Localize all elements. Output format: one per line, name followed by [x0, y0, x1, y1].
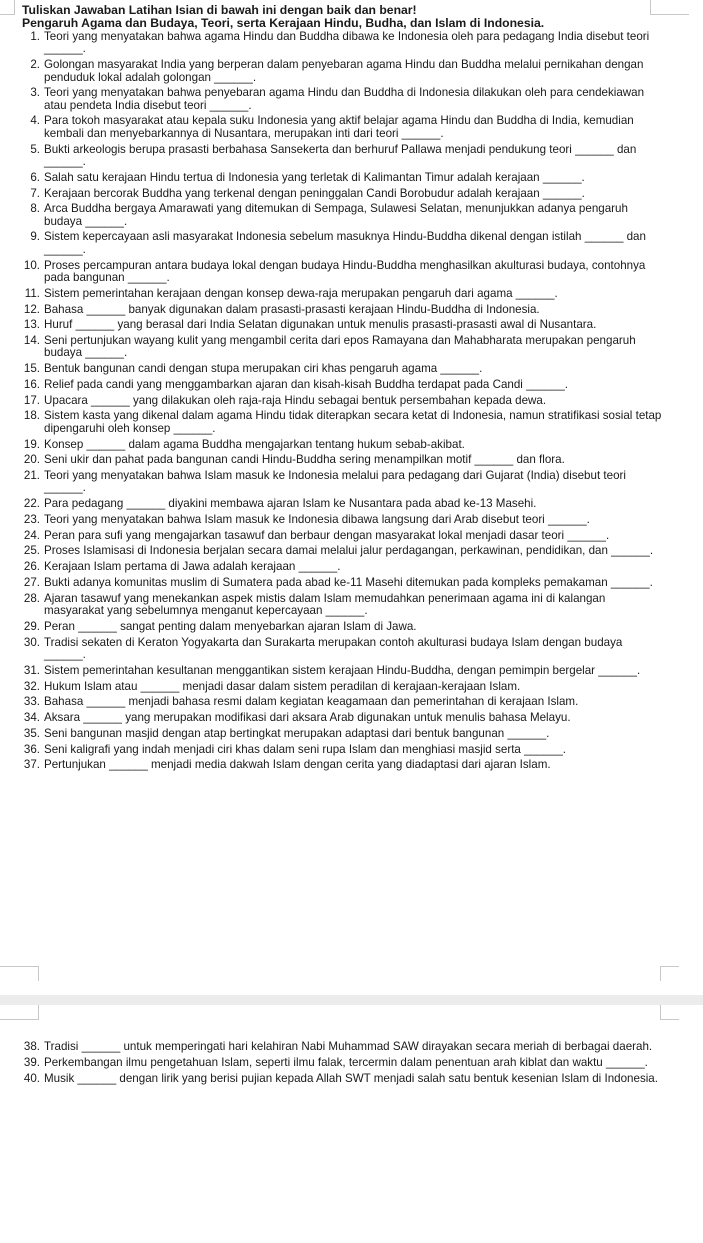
question-item — [22, 144, 662, 169]
question-number: 12. — [23, 302, 40, 316]
question-item — [22, 621, 662, 633]
question-number: 2. — [30, 58, 40, 72]
question-text: Teori yang menyatakan bahwa Islam masuk ke Indonesia melalui para pedagang dari Gujarat (India) disebut teori ______. — [44, 469, 626, 495]
question-item — [22, 696, 662, 708]
topic-heading: Pengaruh Agama dan Budaya, Teori, serta Kerajaan Hindu, Budha, dan Islam di Indonesia. — [22, 16, 545, 30]
question-item — [22, 454, 662, 466]
question-number: 39. — [23, 1055, 40, 1069]
question-text: Tradisi sekaten di Keraton Yogyakarta dan Surakarta merupakan contoh akulturasi budaya Islam dengan budaya ______. — [44, 635, 623, 662]
question-item — [22, 87, 662, 112]
question-item — [22, 379, 662, 391]
question-text: Aksara ______ yang merupakan modifikasi dari aksara Arab digunakan untuk menulis bahasa Melayu. — [44, 711, 571, 725]
question-item — [22, 712, 662, 724]
question-item — [22, 498, 662, 510]
page-separator — [0, 995, 703, 1005]
page-corner-mark — [660, 966, 679, 981]
question-item — [22, 172, 662, 184]
question-text: Huruf ______ yang berasal dari India Selatan digunakan untuk menulis prasasti-prasasti awal di Nusantara. — [44, 318, 597, 332]
question-number: 38. — [23, 1040, 40, 1053]
question-text: Arca Buddha bergaya Amarawati yang ditemukan di Sempaga, Sulawesi Selatan, menunjukkan adanya pengaruh budaya ______. — [44, 202, 628, 228]
question-text: Para pedagang ______ diyakini membawa ajaran Islam ke Nusantara pada abad ke-13 Masehi. — [44, 497, 537, 511]
question-number: 21. — [23, 469, 40, 483]
question-text: Salah satu kerajaan Hindu tertua di Indonesia yang terletak di Kalimantan Timur adalah kerajaan ______. — [44, 170, 585, 184]
question-number: 37. — [23, 758, 40, 772]
worksheet-content — [22, 4, 662, 775]
question-item — [22, 231, 662, 256]
question-number: 36. — [23, 742, 40, 756]
question-text: Musik ______ dengan lirik yang berisi pujian kepada Allah SWT menjadi salah satu bentuk kesenian Islam di Indonesia. — [44, 1071, 658, 1085]
question-text: Upacara ______ yang dilakukan oleh raja-raja Hindu sebagai bentuk persembahan kepada dewa. — [44, 393, 547, 407]
instruction-heading: Tuliskan Jawaban Latihan Isian di bawah ini dengan baik dan benar! — [22, 3, 417, 17]
question-item — [22, 363, 662, 375]
question-text: Teori yang menyatakan bahwa Islam masuk ke Indonesia dibawa langsung dari Arab disebut teori ______. — [44, 512, 590, 526]
question-number: 19. — [23, 437, 40, 451]
page-corner-mark — [660, 1005, 679, 1020]
question-number: 9. — [30, 230, 40, 244]
question-item — [22, 260, 662, 285]
question-text: Bukti adanya komunitas muslim di Sumatera pada abad ke-11 Masehi ditemukan pada kompleks pemakaman ______. — [44, 575, 653, 589]
question-text: Bentuk bangunan candi dengan stupa merupakan ciri khas pengaruh agama ______. — [44, 362, 483, 376]
question-item — [22, 188, 662, 200]
question-item — [22, 319, 662, 331]
question-number: 4. — [30, 114, 40, 128]
question-list — [22, 31, 662, 772]
question-number: 18. — [23, 409, 40, 423]
question-text: Kerajaan bercorak Buddha yang terkenal dengan peninggalan Candi Borobudur adalah kerajaan ______. — [44, 186, 585, 200]
question-text: Sistem kasta yang dikenal dalam agama Hindu tidak diterapkan secara ketat di Indonesia, namun stratifikasi sosial tetap dipengaruhi oleh konsep ______. — [44, 409, 662, 435]
page-corner-mark — [0, 1005, 39, 1020]
question-item — [22, 335, 662, 360]
question-number: 20. — [23, 453, 40, 467]
question-item — [22, 1073, 662, 1085]
question-number: 31. — [23, 663, 40, 677]
question-item — [22, 288, 662, 300]
question-item — [22, 59, 662, 84]
question-item — [22, 514, 662, 526]
question-text: Seni bangunan masjid dengan atap bertingkat merupakan adaptasi dari bentuk bangunan ______. — [44, 726, 550, 740]
question-text: Bahasa ______ banyak digunakan dalam prasasti-prasasti kerajaan Hindu-Buddha di Indonesia. — [44, 302, 540, 316]
question-text: Perkembangan ilmu pengetahuan Islam, seperti ilmu falak, tercermin dalam penentuan arah kiblat dan waktu ______. — [44, 1055, 648, 1069]
question-number: 10. — [23, 258, 40, 272]
question-text: Peran para sufi yang mengajarkan tasawuf dan berbaur dengan masyarakat lokal menjadi dasar teori ______. — [44, 528, 610, 542]
question-number: 6. — [30, 170, 40, 184]
question-number: 11. — [24, 286, 40, 300]
question-number: 13. — [23, 318, 40, 332]
question-number: 25. — [23, 544, 40, 558]
question-number: 17. — [23, 393, 40, 407]
question-item — [22, 681, 662, 693]
question-number: 32. — [23, 679, 40, 693]
question-text: Sistem pemerintahan kesultanan menggantikan sistem kerajaan Hindu-Buddha, dengan pemimpin bergelar ______. — [44, 663, 641, 677]
question-number: 8. — [30, 202, 40, 216]
question-text: Golongan masyarakat India yang berperan dalam penyebaran agama Hindu dan Buddha melalui pernikahan dengan penduduk lokal adalah golongan ______. — [44, 58, 644, 84]
question-text: Sistem pemerintahan kerajaan dengan konsep dewa-raja merupakan pengaruh dari agama ______. — [44, 286, 558, 300]
question-item — [22, 203, 662, 228]
worksheet-page-2 — [0, 1005, 703, 1243]
question-number: 5. — [30, 142, 40, 156]
question-item — [22, 637, 662, 662]
question-text: Seni kaligrafi yang indah menjadi ciri khas dalam seni rupa Islam dan menghiasi masjid serta ______. — [44, 742, 567, 756]
question-item — [22, 1041, 662, 1053]
question-text: Pertunjukan ______ menjadi media dakwah Islam dengan cerita yang diadaptasi dari ajaran Islam. — [44, 758, 551, 772]
question-item — [22, 470, 662, 495]
question-item — [22, 410, 662, 435]
question-number: 16. — [23, 377, 40, 391]
question-number: 34. — [23, 711, 40, 725]
question-text: Tradisi ______ untuk memperingati hari kelahiran Nabi Muhammad SAW dirayakan secara meriah di berbagai daerah. — [44, 1040, 653, 1053]
question-item — [22, 1057, 662, 1069]
question-number: 14. — [23, 334, 40, 347]
question-text: Teori yang menyatakan bahwa penyebaran agama Hindu dan Buddha di Indonesia dilakukan oleh para cendekiawan atau pendeta India disebut teori ______. — [44, 86, 645, 112]
question-item — [22, 561, 662, 573]
question-item — [22, 593, 662, 618]
question-text: Relief pada candi yang menggambarkan ajaran dan kisah-kisah Buddha terdapat pada Candi ______. — [44, 377, 569, 391]
question-number: 28. — [23, 591, 40, 605]
question-item — [22, 395, 662, 407]
question-text: Teori yang menyatakan bahwa agama Hindu dan Buddha dibawa ke Indonesia oleh para pedagang India disebut teori ______. — [44, 30, 650, 56]
question-number: 40. — [23, 1071, 40, 1085]
question-text: Proses Islamisasi di Indonesia berjalan secara damai melalui jalur perdagangan, perkawinan, pendidikan, dan ______. — [44, 544, 654, 558]
question-item — [22, 304, 662, 316]
question-number: 35. — [23, 726, 40, 740]
question-list-2 — [22, 1041, 662, 1085]
question-number: 7. — [30, 186, 40, 200]
question-text: Seni pertunjukan wayang kulit yang mengambil cerita dari epos Ramayana dan Mahabharata merupakan pengaruh budaya ______. — [44, 334, 636, 360]
question-item — [22, 439, 662, 451]
question-number: 24. — [23, 528, 40, 542]
question-item — [22, 759, 662, 771]
question-number: 23. — [23, 512, 40, 526]
question-text: Ajaran tasawuf yang menekankan aspek mistis dalam Islam memudahkan penerimaan agama ini di kalangan masyarakat yang sebelumnya menganut kepercayaan ______. — [44, 591, 606, 618]
question-number: 22. — [23, 497, 40, 511]
question-text: Bahasa ______ menjadi bahasa resmi dalam kegiatan keagamaan dan pemerintahan di kerajaan Islam. — [44, 695, 579, 709]
question-item — [22, 744, 662, 756]
question-number: 29. — [23, 619, 40, 633]
question-number: 3. — [30, 86, 40, 100]
question-text: Bukti arkeologis berupa prasasti berbahasa Sansekerta dan berhuruf Pallawa menjadi pendukung teori ______ dan ______. — [44, 142, 637, 169]
question-text: Kerajaan Islam pertama di Jawa adalah kerajaan ______. — [44, 560, 341, 574]
question-number: 30. — [23, 635, 40, 649]
worksheet-content-2 — [22, 1041, 662, 1088]
question-text: Hukum Islam atau ______ menjadi dasar dalam sistem peradilan di kerajaan-kerajaan Islam. — [44, 679, 521, 693]
question-item — [22, 545, 662, 557]
question-item — [22, 530, 662, 542]
question-item — [22, 665, 662, 677]
question-text: Konsep ______ dalam agama Buddha mengajarkan tentang hukum sebab-akibat. — [44, 437, 465, 451]
question-text: Seni ukir dan pahat pada bangunan candi Hindu-Buddha sering menampilkan motif ______ dan flora. — [44, 453, 565, 467]
question-text: Proses percampuran antara budaya lokal dengan budaya Hindu-Buddha menghasilkan akulturasi budaya, contohnya pada bangunan ______. — [44, 258, 646, 284]
question-number: 27. — [23, 575, 40, 589]
question-item — [22, 115, 662, 140]
question-number: 1. — [30, 30, 40, 43]
question-number: 26. — [23, 560, 40, 574]
question-number: 33. — [23, 695, 40, 709]
question-item — [22, 577, 662, 589]
question-text: Peran ______ sangat penting dalam menyebarkan ajaran Islam di Jawa. — [44, 619, 417, 633]
question-item — [22, 728, 662, 740]
question-text: Para tokoh masyarakat atau kepala suku Indonesia yang aktif belajar agama Hindu dan Buddha di India, kemudian kembali dan menyebarkannya di Nusantara, merupakan inti dari teori ______. — [44, 114, 634, 140]
page-corner-mark — [0, 0, 15, 15]
question-number: 15. — [23, 362, 40, 376]
question-text: Sistem kepercayaan asli masyarakat Indonesia sebelum masuknya Hindu-Buddha dikenal dengan istilah ______ dan ______. — [44, 230, 646, 256]
question-item — [22, 31, 662, 56]
page-corner-mark — [0, 966, 39, 981]
